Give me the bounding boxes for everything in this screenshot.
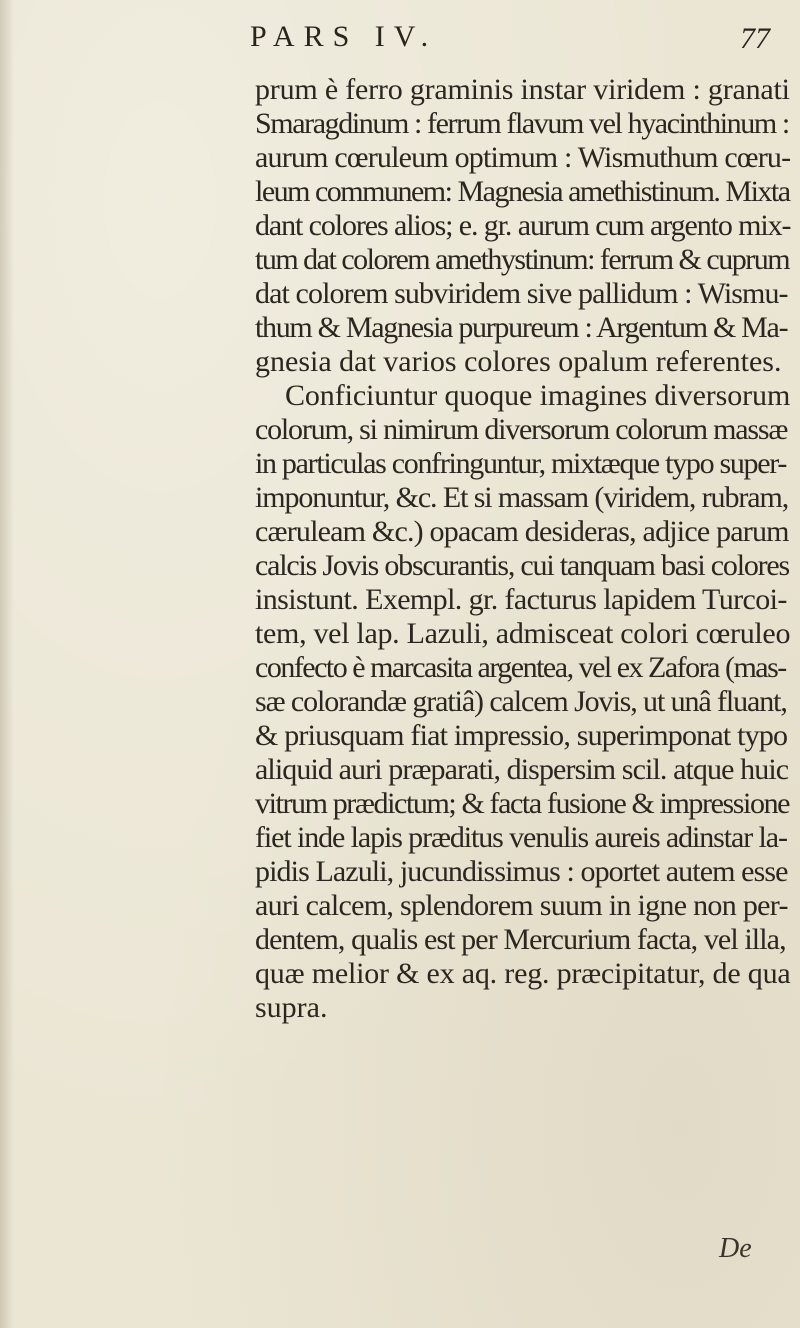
text-line: confecto è marcasita argentea, vel ex Zafora (mas-: [255, 651, 786, 684]
running-head: PARS IV.: [250, 20, 438, 53]
text-line: Smaragdinum : ferrum flavum vel hyacinthinum :: [255, 107, 789, 140]
text-line: quæ melior & ex aq. reg. præcipitatur, de qua: [255, 957, 791, 990]
catchword: De: [719, 1233, 752, 1264]
text-line: tem, vel lap. Lazuli, admisceat colori cœruleo: [255, 617, 791, 650]
text-line: dat colorem subviridem sive pallidum : Wismu-: [255, 277, 788, 310]
text-line: sæ colorandæ gratiâ) calcem Jovis, ut unâ fluant,: [255, 685, 787, 718]
text-line: vitrum prædictum; & facta fusione & impressione: [255, 787, 790, 820]
text-line: dant colores alios; e. gr. aurum cum argento mix-: [255, 209, 791, 242]
text-line: colorum, si nimirum diversorum colorum massæ: [255, 413, 788, 446]
text-line: fiet inde lapis præditus venulis aureis adinstar la-: [255, 821, 787, 854]
text-line: Conficiuntur quoque imagines diversorum: [285, 379, 791, 412]
text-line: pidis Lazuli, jucundissimus : oportet autem esse: [255, 855, 788, 888]
text-line: calcis Jovis obscurantis, cui tanquam basi colores: [255, 549, 790, 582]
text-line: supra.: [255, 991, 328, 1024]
text-line: cæruleam &c.) opacam desideras, adjice parum: [255, 515, 789, 548]
text-line: thum & Magnesia purpureum : Argentum & Ma-: [255, 311, 788, 344]
text-line: prum è ferro graminis instar viridem : granati: [255, 73, 790, 106]
text-line: auri calcem, splendorem suum in igne non per-: [255, 889, 788, 922]
page-header: [250, 20, 790, 64]
text-line: tum dat colorem amethystinum: ferrum & cuprum: [255, 243, 790, 276]
text-line: & priusquam fiat impressio, superimponat typo: [255, 719, 788, 752]
text-line: in particulas confringuntur, mixtæque typo super-: [255, 447, 787, 480]
text-line: dentem, qualis est per Mercurium facta, vel illa,: [255, 923, 786, 956]
text-line: imponuntur, &c. Et si massam (viridem, rubram,: [255, 481, 789, 514]
text-line: gnesia dat varios colores opalum referentes.: [255, 345, 782, 378]
gutter-shadow: [0, 0, 14, 1328]
text-line: aliquid auri præparati, dispersim scil. atque huic: [255, 753, 789, 786]
text-line: leum communem: Magnesia amethistinum. Mixta: [255, 175, 790, 208]
page-number: 77: [740, 22, 770, 55]
text-line: aurum cœruleum optimum : Wismuthum cœru-: [255, 141, 791, 174]
text-line: insistunt. Exempl. gr. facturus lapidem Turcoi-: [255, 583, 787, 616]
